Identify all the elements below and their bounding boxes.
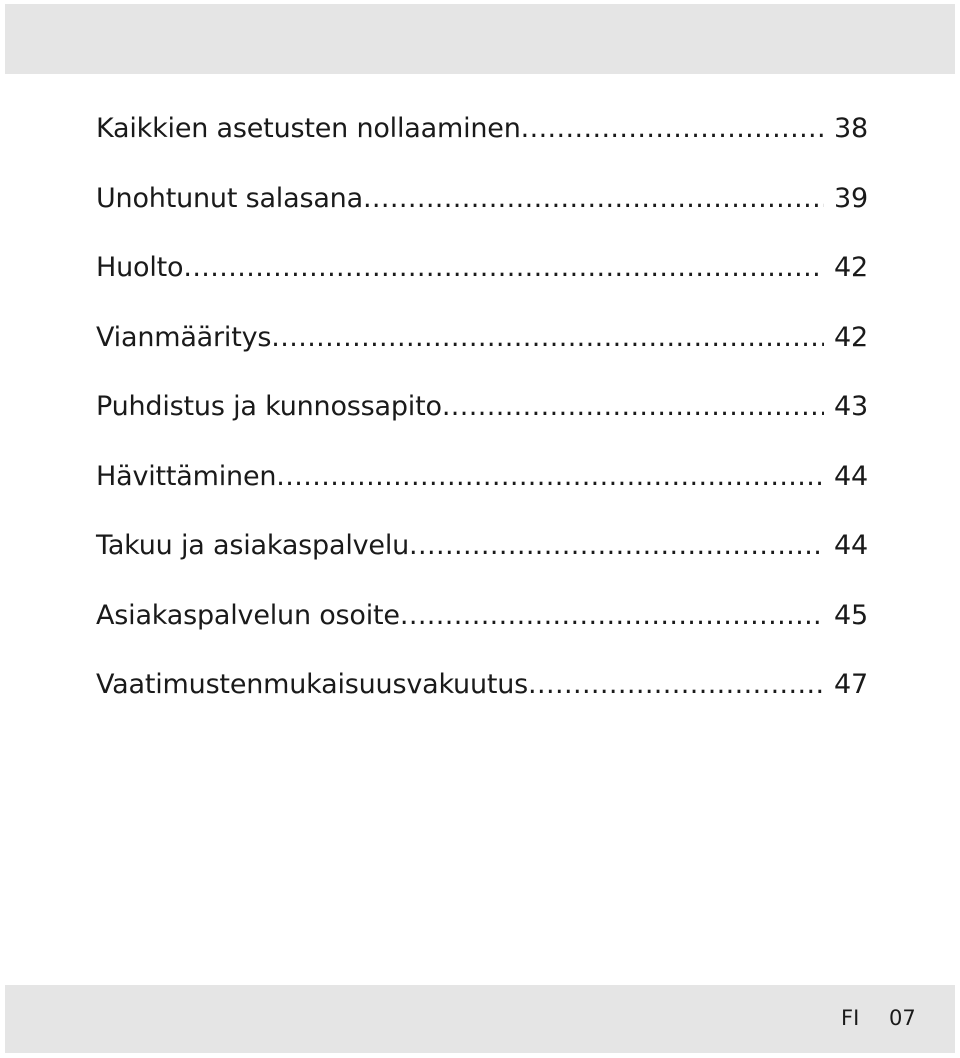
toc-dot-leader xyxy=(521,107,824,151)
toc-dot-leader xyxy=(400,594,824,638)
toc-entry-page: 45 xyxy=(834,599,868,631)
toc-entry xyxy=(96,107,868,177)
toc-entry-title: Asiakaspalvelun osoite xyxy=(96,599,400,631)
header-band xyxy=(5,4,955,74)
toc-entry xyxy=(96,385,868,455)
toc-entry-title: Puhdistus ja kunnossapito xyxy=(96,391,442,422)
toc-dot-leader xyxy=(363,177,824,221)
toc-entry-title: Unohtunut salasana xyxy=(96,182,363,214)
toc-dot-leader xyxy=(271,316,824,360)
toc-dot-leader xyxy=(528,663,824,707)
toc-entry-page: 43 xyxy=(834,391,868,422)
toc-entry-page: 42 xyxy=(834,321,868,353)
toc-entry-page: 42 xyxy=(834,252,868,283)
toc-entry-page: 39 xyxy=(834,182,868,214)
toc-entry xyxy=(96,246,868,316)
toc-dot-leader xyxy=(409,524,824,568)
toc-dot-leader xyxy=(442,385,824,429)
footer-language-code: FI xyxy=(841,1006,860,1030)
toc-entry-page: 44 xyxy=(834,460,868,492)
toc-entry xyxy=(96,594,868,664)
toc-entry-page: 44 xyxy=(834,530,868,561)
toc-entry-page: 47 xyxy=(834,669,868,700)
toc-entry-title: Hävittäminen xyxy=(96,460,277,492)
toc-entry xyxy=(96,524,868,594)
table-of-contents xyxy=(96,107,868,733)
footer-band xyxy=(5,985,955,1053)
toc-entry-page: 38 xyxy=(834,113,868,144)
toc-entry-title: Vaatimustenmukaisuusvakuutus xyxy=(96,669,529,700)
toc-entry xyxy=(96,177,868,247)
toc-entry-title: Takuu ja asiakaspalvelu xyxy=(96,530,410,561)
footer-page-number: 07 xyxy=(889,1006,916,1030)
toc-entry-title: Kaikkien asetusten nollaaminen xyxy=(96,113,521,144)
toc-entry xyxy=(96,663,868,733)
toc-dot-leader xyxy=(183,246,824,290)
toc-entry xyxy=(96,316,868,386)
toc-entry-title: Vianmääritys xyxy=(96,321,272,353)
toc-entry-title: Huolto xyxy=(96,252,184,283)
toc-entry xyxy=(96,455,868,525)
toc-dot-leader xyxy=(276,455,824,499)
